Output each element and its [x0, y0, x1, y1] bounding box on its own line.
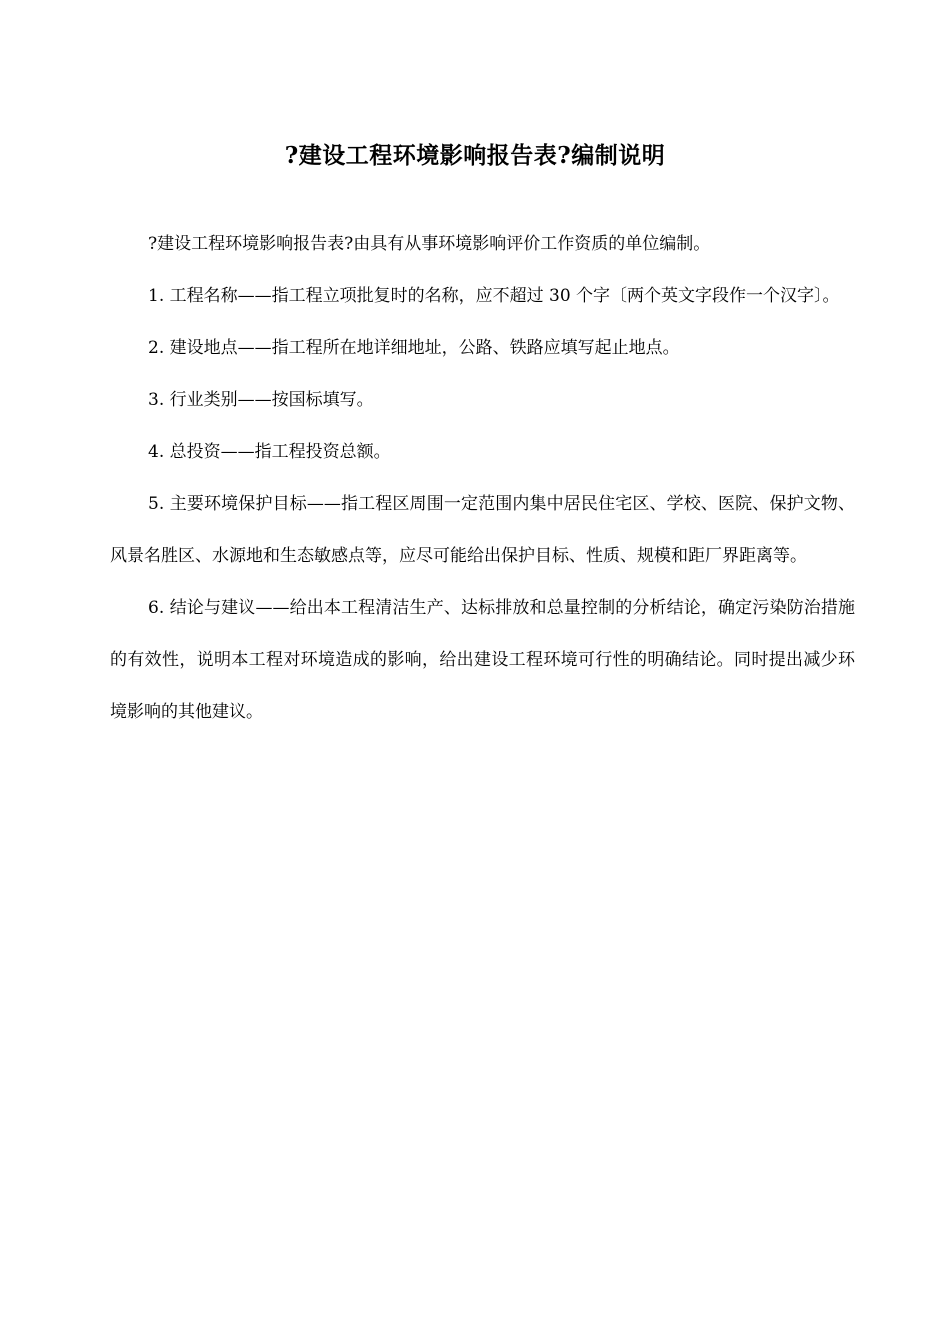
intro-paragraph: ?建设工程环境影响报告表?由具有从事环境影响评价工作资质的单位编制。 — [148, 234, 711, 254]
item-project-name: 1. 工程名称——指工程立项批复时的名称，应不超过 30 个字〔两个英文字段作一个汉字〕。 — [148, 286, 840, 306]
item-construction-site: 2. 建设地点——指工程所在地详细地址，公路、铁路应填写起止地点。 — [148, 338, 680, 358]
document-title: ?建设工程环境影响报告表?编制说明 — [284, 142, 666, 169]
item-total-investment: 4. 总投资——指工程投资总额。 — [148, 442, 391, 462]
document-body — [110, 218, 855, 738]
item-conclusions: 6. 结论与建议——给出本工程清洁生产、达标排放和总量控制的分析结论，确定污染防治措施的有效性，说明本工程对环境造成的影响，给出建设工程环境可行性的明确结论。同时提出减少环境影响的其他建议。 — [110, 598, 855, 722]
item-protection-targets: 5. 主要环境保护目标——指工程区周围一定范围内集中居民住宅区、学校、医院、保护文物、风景名胜区、水源地和生态敏感点等，应尽可能给出保护目标、性质、规模和距厂界距离等。 — [110, 494, 855, 566]
item-industry-category: 3. 行业类别——按国标填写。 — [148, 390, 374, 410]
